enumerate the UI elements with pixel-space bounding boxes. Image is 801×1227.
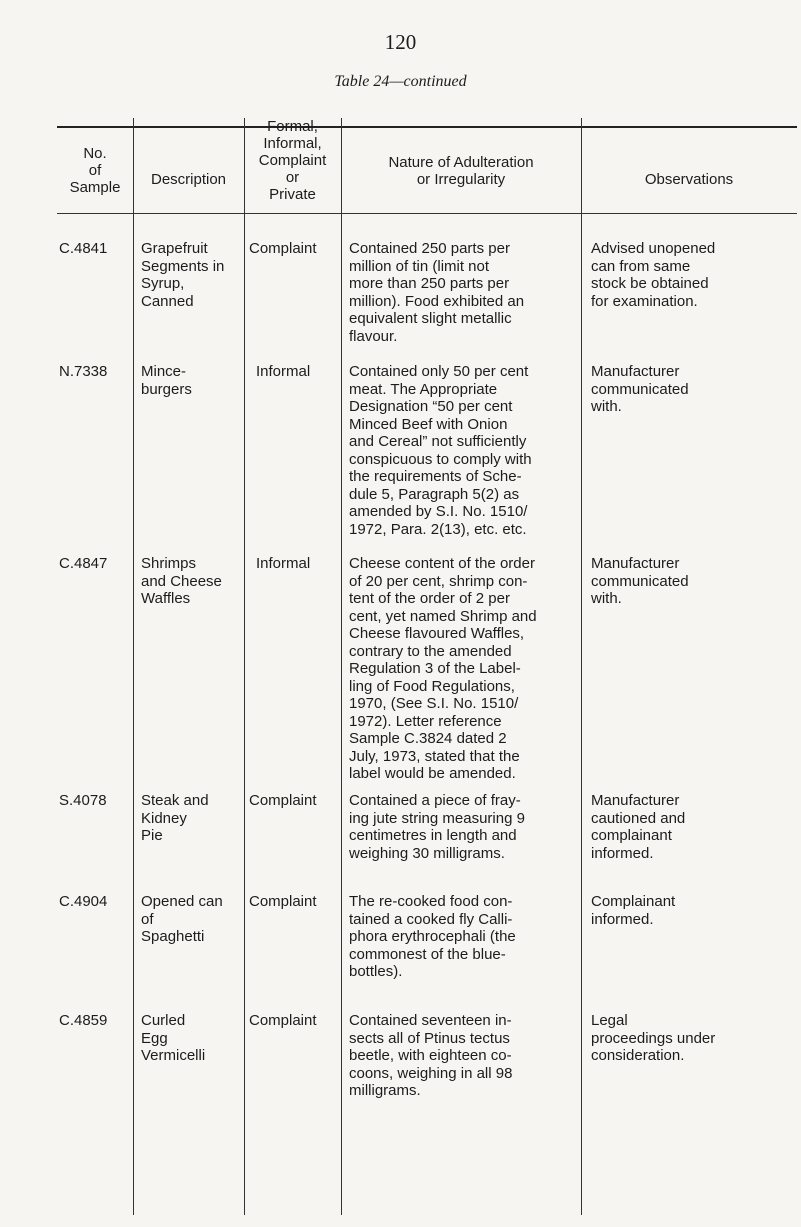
type-cell: Informal: [256, 555, 311, 572]
observations-cell: Manufacturer cautioned and complainant informed.: [591, 792, 686, 862]
column-divider: [341, 118, 342, 1215]
nature-cell: Cheese content of the order of 20 per cent, shrimp con- tent of the order of 2 per cent, yet named Shrimp and Cheese flavoured Waffles, contrary to the amended Regulation 3 of the Label- ling of Food Regulations, 1970, (See S.I. No. 1510/ 1972). Letter reference Sample C.3824 dated 2 July, 1973, stated that the label would be amended.: [349, 555, 537, 782]
description-cell: Opened can of Spaghetti: [141, 893, 223, 945]
description-cell: Steak and Kidney Pie: [141, 792, 209, 844]
description-cell: Curled Egg Vermicelli: [141, 1012, 206, 1064]
description-cell: Grapefruit Segments in Syrup, Canned: [141, 240, 225, 310]
nature-cell: The re-cooked food con- tained a cooked fly Calli- phora erythrocephali (the commonest of the blue- bottles).: [349, 893, 516, 980]
sample-number: C.4841: [59, 240, 108, 257]
table-top-rule: [57, 126, 797, 128]
header-sample: No. of Sample: [69, 145, 121, 196]
type-cell: Complaint: [249, 893, 317, 910]
observations-cell: Manufacturer communicated with.: [591, 363, 689, 415]
sample-number: C.4859: [59, 1012, 108, 1029]
header-observations: Observations: [644, 171, 734, 188]
description-cell: Shrimps and Cheese Waffles: [141, 555, 222, 607]
description-cell: Mince- burgers: [141, 363, 192, 398]
type-cell: Complaint: [249, 792, 317, 809]
page-number: 120: [384, 30, 417, 54]
observations-cell: Advised unopened can from same stock be obtained for examination.: [591, 240, 716, 310]
observations-cell: Complainant informed.: [591, 893, 676, 928]
column-divider: [581, 118, 582, 1215]
observations-cell: Legal proceedings under consideration.: [591, 1012, 716, 1064]
header-nature: Nature of Adulteration or Irregularity: [388, 154, 534, 188]
table-caption: Table 24—continued: [334, 73, 467, 90]
header-rule: [57, 213, 797, 214]
nature-cell: Contained a piece of fray- ing jute string measuring 9 centimetres in length and weighing 30 milligrams.: [349, 792, 525, 862]
nature-cell: Contained seventeen in- sects all of Ptinus tectus beetle, with eighteen co- coons, weighing in all 98 milligrams.: [349, 1012, 513, 1099]
nature-cell: Contained only 50 per cent meat. The Appropriate Designation “50 per cent Minced Beef with Onion and Cereal” not sufficiently conspicuous to comply with the requirements of Sche- dule 5, Paragraph 5(2) as amended by S.I. No. 1510/ 1972, Para. 2(13), etc. etc.: [349, 363, 532, 538]
observations-cell: Manufacturer communicated with.: [591, 555, 689, 607]
type-cell: Complaint: [249, 240, 317, 257]
sample-number: C.4904: [59, 893, 108, 910]
header-type: Formal, Informal, Complaint or Private: [258, 118, 327, 203]
sample-number: N.7338: [59, 363, 108, 380]
column-divider: [133, 118, 134, 1215]
sample-number: C.4847: [59, 555, 108, 572]
header-description: Description: [150, 171, 227, 188]
sample-number: S.4078: [59, 792, 107, 809]
column-divider: [244, 118, 245, 1215]
type-cell: Complaint: [249, 1012, 317, 1029]
nature-cell: Contained 250 parts per million of tin (limit not more than 250 parts per million). Food exhibited an equivalent slight metallic flavour.: [349, 240, 525, 345]
type-cell: Informal: [256, 363, 311, 380]
